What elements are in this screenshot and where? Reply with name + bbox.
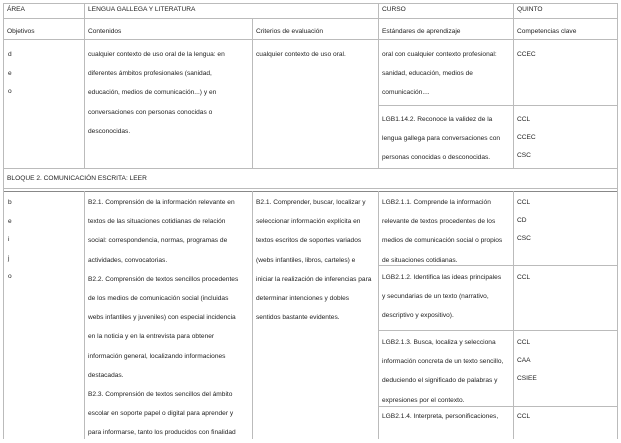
- block2-standard-3-codes: [517, 334, 537, 388]
- table-rule: [84, 18, 85, 169]
- text-line: información general, localizando informaciones: [88, 352, 226, 360]
- competencia-code: CCL: [517, 116, 531, 123]
- text-line: iniciar la realización de inferencias para: [256, 275, 372, 283]
- table-border-top: [3, 3, 618, 4]
- block2-objetivos: [8, 194, 12, 287]
- text-line: LGB2.1.3. Busca, localiza y selecciona: [382, 339, 496, 346]
- curso-label: CURSO: [382, 6, 406, 13]
- objetivo-letter: e: [8, 69, 12, 77]
- text-line: textos escritos de soportes variados: [256, 237, 362, 245]
- objetivo-letter: i: [8, 236, 10, 243]
- competencia-code: CSC: [517, 152, 531, 159]
- text-line: LGB1.14.2. Reconoce la validez de la: [382, 116, 493, 123]
- col-header-estandares: Estándares de aprendizaje: [382, 28, 461, 35]
- competencia-code: CCL: [517, 274, 531, 281]
- block2-standard-2-codes: [517, 269, 530, 287]
- area-value: LENGUA GALLEGA Y LITERATURA: [88, 6, 196, 13]
- table-rule: [3, 191, 618, 192]
- table-rule: [513, 3, 514, 169]
- block2-standard-3: [382, 333, 509, 410]
- block2-standard-2: [382, 268, 509, 326]
- text-line: conversaciones con personas conocidas o: [88, 108, 213, 116]
- text-line: escolar en soporte papel o digital para aprender y: [88, 410, 234, 418]
- competencia-code: CSIEE: [517, 375, 537, 382]
- text-line: sanidad, educación, medios de: [382, 70, 473, 78]
- block2-standard-4-codes: [517, 408, 530, 426]
- block1-estandar-a: [382, 45, 509, 103]
- table-rule: [3, 188, 618, 189]
- text-line: B2.1. Comprensión de la información relevante en: [88, 199, 235, 206]
- text-line: en la noticia y en la entrevista para obtener: [88, 333, 215, 341]
- text-line: B2.2. Comprensión de textos sencillos procedentes: [88, 275, 239, 283]
- objetivo-letter: o: [8, 273, 12, 280]
- block2-title: BLOQUE 2. COMUNICACIÓN ESCRITA: LEER: [7, 175, 147, 182]
- text-line: seleccionar información explícita en: [256, 218, 361, 226]
- competencia-code: CCL: [517, 199, 531, 206]
- text-line: determinar intenciones y dobles: [256, 295, 350, 303]
- text-line: LGB2.1.4. Interpreta, personificaciones,: [382, 413, 499, 420]
- table-rule: [378, 105, 618, 106]
- block1-criterios: cualquier contexto de uso oral.: [256, 51, 346, 58]
- competencia-code: CCEC: [517, 134, 536, 141]
- objetivo-letter: o: [8, 88, 12, 95]
- competencia-code: CAA: [517, 357, 531, 364]
- col-header-objetivos: Objetivos: [7, 28, 35, 35]
- block1-objetivos: [8, 46, 12, 102]
- col-header-competencias: Competencias clave: [517, 28, 577, 35]
- text-line: B2.1. Comprender, buscar, localizar y: [256, 199, 366, 206]
- text-line: desconocidas.: [88, 127, 131, 135]
- table-rule: [84, 191, 85, 439]
- table-rule: [513, 191, 514, 439]
- text-line: personas conocidas o desconocidas.: [382, 154, 491, 162]
- competencia-code: CSC: [517, 235, 531, 242]
- block1-estandar-b: [382, 110, 509, 168]
- text-line: LGB2.1.1. Comprende la información: [382, 199, 491, 206]
- objetivo-letter: j: [8, 254, 10, 262]
- table-rule: [378, 3, 379, 169]
- text-line: webs infantiles y juveniles) con especial incidencia: [88, 314, 236, 322]
- block1-contenidos: [88, 45, 248, 141]
- text-line: expresiones por el contexto.: [382, 396, 465, 404]
- block2-standard-4: [382, 407, 509, 426]
- table-rule: [84, 3, 85, 19]
- table-border-left: [3, 3, 4, 439]
- text-line: medios de comunicación social o propios: [382, 237, 503, 245]
- table-rule: [378, 191, 379, 439]
- text-line: actividades, convocatorias.: [88, 256, 168, 264]
- text-line: información concreta de un texto sencillo,: [382, 358, 504, 366]
- objetivo-letter: e: [8, 217, 12, 225]
- table-rule: [378, 330, 618, 331]
- text-line: comunicación....: [382, 89, 430, 97]
- text-line: de situaciones cotidianas.: [382, 256, 458, 264]
- table-border-right: [617, 3, 618, 439]
- text-line: B2.3. Comprensión de textos sencillos del ámbito: [88, 391, 233, 399]
- competencia-code: CD: [517, 217, 527, 224]
- col-header-contenidos: Contenidos: [88, 28, 122, 35]
- text-line: social: correspondencia, normas, programas de: [88, 237, 228, 245]
- block2-contenidos: [88, 193, 248, 443]
- area-label: ÁREA: [7, 6, 25, 13]
- text-line: lengua gallega para conversaciones con: [382, 135, 501, 143]
- table-rule: [252, 18, 253, 169]
- table-rule: [3, 39, 618, 40]
- text-line: descriptivo y expositivo).: [382, 312, 454, 320]
- block2-criterios: [256, 193, 374, 327]
- block1-competencias-b: [517, 111, 536, 165]
- text-line: diferentes ámbitos profesionales (sanidad,: [88, 70, 212, 78]
- text-line: y secundarias de un texto (narrativo,: [382, 293, 489, 301]
- block2-standard-1: [382, 193, 509, 270]
- curso-value: QUINTO: [517, 6, 543, 13]
- text-line: relevante de textos procedentes de los: [382, 218, 496, 226]
- text-line: deduciendo el significado de palabras y: [382, 377, 498, 385]
- table-rule: [252, 191, 253, 439]
- text-line: oral con cualquier contexto profesional:: [382, 51, 497, 58]
- table-rule: [3, 18, 618, 19]
- block2-standard-1-codes: [517, 194, 531, 248]
- competencia-code: CCL: [517, 339, 531, 346]
- table-rule: [3, 168, 618, 169]
- text-line: cualquier contexto de uso oral de la lengua: en: [88, 51, 225, 58]
- col-header-criterios: Criterios de evaluación: [256, 28, 324, 35]
- objetivo-letter: b: [8, 199, 12, 206]
- text-line: textos de las situaciones cotidianas de relación: [88, 218, 226, 226]
- competencia-code: CCL: [517, 413, 531, 420]
- objetivo-letter: d: [8, 51, 12, 58]
- text-line: (webs infantiles, libros, carteles) e: [256, 256, 356, 264]
- text-line: de los medios de comunicación social (incluidas: [88, 295, 229, 303]
- block1-competencias-a: CCEC: [517, 51, 536, 58]
- text-line: para informarse, tanto los producidos con finalidad: [88, 429, 236, 437]
- text-line: LGB2.1.2. Identifica las ideas principales: [382, 274, 502, 281]
- text-line: destacadas.: [88, 371, 124, 379]
- text-line: educación, medios de comunicación...) y en: [88, 89, 217, 97]
- text-line: sentidos bastante evidentes.: [256, 314, 340, 322]
